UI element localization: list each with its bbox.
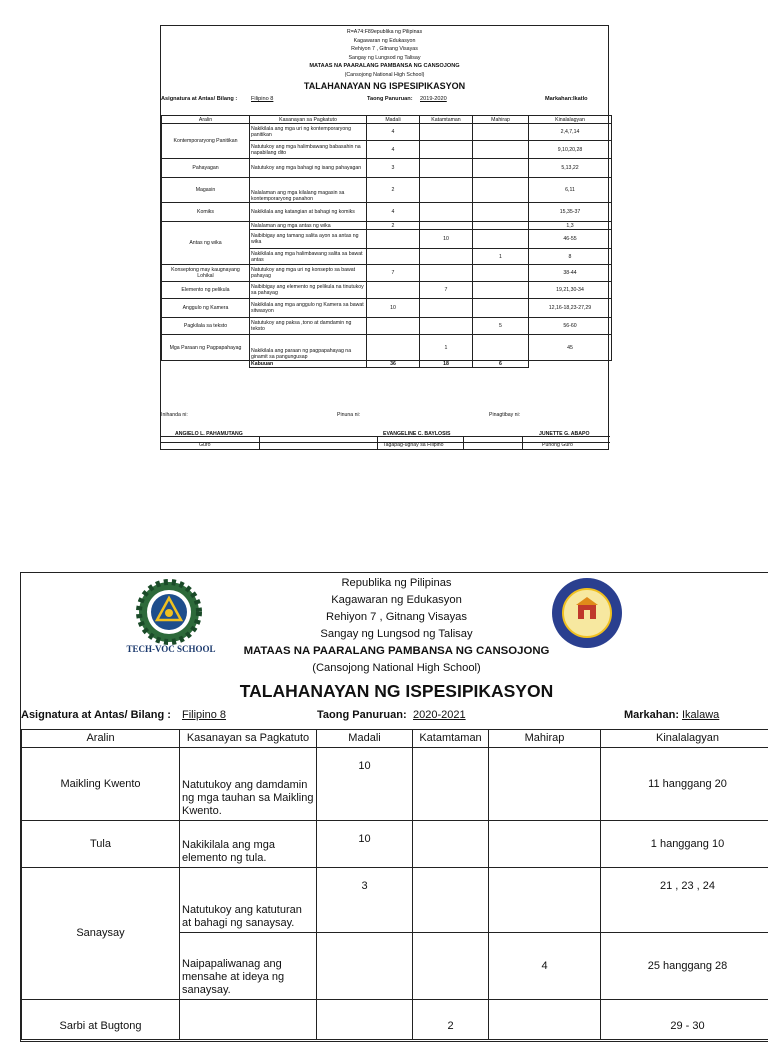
difficult-cell bbox=[473, 159, 529, 178]
difficult-cell bbox=[489, 1000, 601, 1040]
average-cell bbox=[413, 868, 489, 933]
column-header: Kinalalagyan bbox=[529, 116, 612, 124]
location-cell: 8 bbox=[529, 249, 612, 265]
easy-cell bbox=[367, 282, 420, 299]
column-header: Madali bbox=[367, 116, 420, 124]
column-header: Mahirap bbox=[489, 730, 601, 748]
location-cell: 1 hanggang 10 bbox=[601, 821, 768, 868]
approved-by-name: JUNETTE G. ABAPO bbox=[539, 431, 590, 437]
easy-cell: 10 bbox=[317, 821, 413, 868]
difficult-cell: 5 bbox=[473, 318, 529, 335]
topic-cell: Kontemporaryong Panitikan bbox=[162, 124, 250, 159]
difficult-cell bbox=[473, 265, 529, 282]
subject-value: Filipino 8 bbox=[251, 96, 273, 102]
topic-cell: Antas ng wika bbox=[162, 222, 250, 265]
table-row bbox=[162, 203, 612, 222]
table-row bbox=[162, 318, 612, 335]
average-cell bbox=[420, 159, 473, 178]
location-cell: 5,13,22 bbox=[529, 159, 612, 178]
table-row bbox=[22, 1000, 768, 1040]
location-cell: 11 hanggang 20 bbox=[601, 748, 768, 821]
skill-cell: Nalalaman ang mga antas ng wika bbox=[250, 222, 367, 230]
column-header: Aralin bbox=[22, 730, 180, 748]
location-cell: 56-60 bbox=[529, 318, 612, 335]
location-cell: 2,4,7,14 bbox=[529, 124, 612, 141]
location-cell: 25 hanggang 28 bbox=[601, 933, 768, 1000]
easy-cell: 2 bbox=[367, 178, 420, 203]
location-cell: 21 , 23 , 24 bbox=[601, 868, 768, 933]
letterhead-line: R=A74:F89epublika ng Pilipinas bbox=[161, 28, 608, 37]
column-divider bbox=[463, 436, 464, 450]
location-cell: 1,3 bbox=[529, 222, 612, 230]
average-cell bbox=[420, 141, 473, 159]
letterhead-line: Sangay ng Lungsod ng Talisay bbox=[21, 626, 768, 643]
letterhead-line: Rehiyon 7 , Gitnang Visayas bbox=[21, 609, 768, 626]
skill-cell: Natutukoy ang damdamin ng mga tauhan sa Maikling Kwento. bbox=[180, 748, 317, 821]
skill-cell: Naibibigay ang elemento ng pelikula na tinutukoy sa pahayag bbox=[250, 282, 367, 299]
difficult-cell bbox=[473, 230, 529, 249]
average-cell bbox=[420, 265, 473, 282]
easy-cell: 3 bbox=[317, 868, 413, 933]
quarter-text: Markahan:Ikatlo bbox=[545, 96, 588, 102]
difficult-cell bbox=[473, 178, 529, 203]
skill-cell: Nakikilala ang katangian at bahagi ng komiks bbox=[250, 203, 367, 222]
skill-cell: Nakikilala ang mga anggulo ng Kamera sa bawat sitwasyon bbox=[250, 299, 367, 318]
table-row bbox=[162, 124, 612, 141]
letterhead-line: Kagawaran ng Edukasyon bbox=[161, 37, 608, 46]
topic-cell: Komiks bbox=[162, 203, 250, 222]
easy-cell: 2 bbox=[367, 222, 420, 230]
average-cell bbox=[420, 299, 473, 318]
school-name: MATAAS NA PAARALANG PAMBANSA NG CANSOJONG bbox=[21, 643, 768, 660]
easy-cell: 4 bbox=[367, 141, 420, 159]
difficult-cell bbox=[473, 299, 529, 318]
table-total-row bbox=[162, 361, 612, 368]
location-cell: 9,10,20,28 bbox=[529, 141, 612, 159]
prepared-by-role: Guro bbox=[199, 442, 211, 448]
column-header: Katamtaman bbox=[413, 730, 489, 748]
easy-cell bbox=[317, 1000, 413, 1040]
location-cell: 29 - 30 bbox=[601, 1000, 768, 1040]
average-cell bbox=[413, 933, 489, 1000]
school-name-english: (Cansojong National High School) bbox=[161, 71, 608, 80]
table-header-row bbox=[22, 730, 768, 748]
easy-cell: 4 bbox=[367, 124, 420, 141]
skill-cell: Natutukoy ang paksa ,tono at damdamin ng teksto bbox=[250, 318, 367, 335]
table-row bbox=[22, 748, 768, 821]
prepared-by-label: Inihanda ni: bbox=[161, 412, 188, 418]
table-row bbox=[22, 821, 768, 868]
skill-cell: Nakikilala ang paraan ng pagpapahayag na ginamit sa pangungusap bbox=[250, 335, 367, 361]
noted-by-name: EVANGELINE C. BAYLOSIS bbox=[383, 431, 450, 437]
skill-cell: Natutukoy ang katuturan at bahagi ng sanaysay. bbox=[180, 868, 317, 933]
column-header: Mahirap bbox=[473, 116, 529, 124]
difficult-cell bbox=[489, 748, 601, 821]
column-header: Aralin bbox=[162, 116, 250, 124]
location-cell: 15,35-37 bbox=[529, 203, 612, 222]
year-value: 2020-2021 bbox=[413, 709, 466, 721]
location-cell: 46-55 bbox=[529, 230, 612, 249]
skill-cell: Naibibigay ang tamang salita ayon sa antas ng wika bbox=[250, 230, 367, 249]
easy-cell bbox=[367, 249, 420, 265]
average-cell: 10 bbox=[420, 230, 473, 249]
table-header-row bbox=[162, 116, 612, 124]
average-cell: 2 bbox=[413, 1000, 489, 1040]
document-meta bbox=[21, 706, 768, 728]
column-header: Kasanayan sa Pagkatuto bbox=[250, 116, 367, 124]
seal-icon bbox=[552, 578, 622, 648]
topic-cell: Anggulo ng Kamera bbox=[162, 299, 250, 318]
difficult-cell bbox=[473, 203, 529, 222]
location-cell: 38-44 bbox=[529, 265, 612, 282]
column-header: Kasanayan sa Pagkatuto bbox=[180, 730, 317, 748]
skill-cell: Natutukoy ang mga bahagi ng isang pahayagan bbox=[250, 159, 367, 178]
techvoc-school-logo bbox=[121, 578, 221, 658]
blank-cell bbox=[162, 361, 250, 368]
table-row bbox=[162, 299, 612, 318]
document-meta bbox=[161, 93, 608, 107]
school-name-english: (Cansojong National High School) bbox=[21, 660, 768, 677]
difficult-cell bbox=[473, 335, 529, 361]
average-cell bbox=[420, 203, 473, 222]
table-row bbox=[162, 159, 612, 178]
location-cell: 45 bbox=[529, 335, 612, 361]
skill-cell: Natutukoy ang mga uri ng konsepto sa bawat pahayag bbox=[250, 265, 367, 282]
average-cell bbox=[420, 178, 473, 203]
location-cell: 19,21,30-34 bbox=[529, 282, 612, 299]
easy-cell bbox=[367, 335, 420, 361]
table-row bbox=[162, 282, 612, 299]
average-cell bbox=[420, 249, 473, 265]
difficult-cell: 4 bbox=[489, 933, 601, 1000]
total-label: Kabuuan bbox=[250, 361, 367, 368]
letterhead-line: Kagawaran ng Edukasyon bbox=[21, 592, 768, 609]
easy-cell: 10 bbox=[367, 299, 420, 318]
deped-seal-logo bbox=[551, 577, 623, 649]
approved-by-label: Pinagtibay ni: bbox=[489, 412, 520, 418]
average-cell bbox=[420, 222, 473, 230]
column-divider bbox=[522, 436, 523, 450]
difficult-cell bbox=[473, 124, 529, 141]
noted-by-role: Tagapag-ugnay sa Filipino bbox=[383, 442, 444, 448]
prepared-by-name: ANGIELO L. PAHAMUTANG bbox=[175, 431, 243, 437]
average-cell bbox=[420, 318, 473, 335]
subject-value: Filipino 8 bbox=[182, 709, 226, 721]
quarter-value: Ikalawa bbox=[682, 709, 719, 721]
skill-cell bbox=[180, 1000, 317, 1040]
spec-table-document-2020 bbox=[20, 572, 768, 1042]
average-cell: 7 bbox=[420, 282, 473, 299]
noted-by-label: Pinuna ni: bbox=[337, 412, 360, 418]
table-row bbox=[162, 335, 612, 361]
topic-cell: Pagkilala sa teksto bbox=[162, 318, 250, 335]
specification-table bbox=[21, 729, 768, 1040]
easy-cell bbox=[367, 318, 420, 335]
easy-cell bbox=[317, 933, 413, 1000]
table-row bbox=[162, 265, 612, 282]
topic-cell: Elemento ng pelikula bbox=[162, 282, 250, 299]
topic-cell: Tula bbox=[22, 821, 180, 868]
skill-cell: Natutukoy ang mga halimbawang babasahin na napabilang dito bbox=[250, 141, 367, 159]
difficult-cell bbox=[489, 868, 601, 933]
location-cell: 12,16-18,23-27,29 bbox=[529, 299, 612, 318]
column-divider bbox=[377, 436, 378, 450]
average-cell bbox=[413, 821, 489, 868]
skill-cell: Nakikilala ang mga elemento ng tula. bbox=[180, 821, 317, 868]
letterhead bbox=[161, 26, 608, 79]
gear-icon bbox=[139, 582, 199, 642]
letterhead-line: Sangay ng Lungsod ng Talisay bbox=[161, 54, 608, 63]
column-header: Katamtaman bbox=[420, 116, 473, 124]
topic-cell: Konseptong may kaugnayang Lohikal bbox=[162, 265, 250, 282]
topic-cell: Magasin bbox=[162, 178, 250, 203]
spec-table-document-2019 bbox=[160, 25, 609, 450]
total-average: 18 bbox=[420, 361, 473, 368]
logo-caption: TECH-VOC SCHOOL bbox=[121, 644, 221, 654]
year-value: 2019-2020 bbox=[420, 96, 447, 102]
letterhead-line: Rehiyon 7 , Gitnang Visayas bbox=[161, 45, 608, 54]
year-label: Taong Panuruan: bbox=[367, 96, 413, 102]
difficult-cell bbox=[473, 141, 529, 159]
column-header: Madali bbox=[317, 730, 413, 748]
document-title: TALAHANAYAN NG ISPESIPIKASYON bbox=[161, 81, 608, 91]
difficult-cell bbox=[489, 821, 601, 868]
table-row bbox=[162, 222, 612, 230]
total-easy: 36 bbox=[367, 361, 420, 368]
quarter-label: Markahan: bbox=[624, 709, 679, 721]
location-cell: 6,11 bbox=[529, 178, 612, 203]
approved-by-role: Punong Guro bbox=[542, 442, 573, 448]
skill-cell: Nalalaman ang mga kilalang magasin sa kontemporaryong panahon bbox=[250, 178, 367, 203]
easy-cell: 10 bbox=[317, 748, 413, 821]
skill-cell: Nakikilala ang mga uri ng kontemporaryong panitikan bbox=[250, 124, 367, 141]
easy-cell: 4 bbox=[367, 203, 420, 222]
topic-cell: Sarbi at Bugtong bbox=[22, 1000, 180, 1040]
school-name: MATAAS NA PAARALANG PAMBANSA NG CANSOJONG bbox=[161, 62, 608, 71]
column-divider bbox=[259, 436, 260, 450]
easy-cell: 3 bbox=[367, 159, 420, 178]
topic-cell: Mga Paraan ng Pagpapahayag bbox=[162, 335, 250, 361]
subject-label: Asignatura at Antas/ Bilang : bbox=[161, 96, 237, 102]
average-cell bbox=[420, 124, 473, 141]
document-title: TALAHANAYAN NG ISPESIPIKASYON bbox=[21, 681, 768, 702]
easy-cell bbox=[367, 230, 420, 249]
year-label: Taong Panuruan: bbox=[317, 709, 407, 721]
blank-cell bbox=[529, 361, 612, 368]
table-row bbox=[22, 868, 768, 933]
average-cell: 1 bbox=[420, 335, 473, 361]
difficult-cell: 1 bbox=[473, 249, 529, 265]
topic-cell: Sanaysay bbox=[22, 868, 180, 1000]
topic-cell: Pahayagan bbox=[162, 159, 250, 178]
topic-cell: Maikling Kwento bbox=[22, 748, 180, 821]
skill-cell: Naipapaliwanag ang mensahe at ideya ng sanaysay. bbox=[180, 933, 317, 1000]
letterhead-line: Republika ng Pilipinas bbox=[21, 575, 768, 592]
table-row bbox=[162, 178, 612, 203]
difficult-cell bbox=[473, 222, 529, 230]
easy-cell: 7 bbox=[367, 265, 420, 282]
average-cell bbox=[413, 748, 489, 821]
difficult-cell bbox=[473, 282, 529, 299]
column-header: Kinalalagyan bbox=[601, 730, 768, 748]
total-difficult: 6 bbox=[473, 361, 529, 368]
skill-cell: Nakikilala ang mga halimbawang salita sa bawat antas bbox=[250, 249, 367, 265]
specification-table bbox=[161, 115, 612, 368]
subject-label: Asignatura at Antas/ Bilang : bbox=[21, 709, 171, 721]
